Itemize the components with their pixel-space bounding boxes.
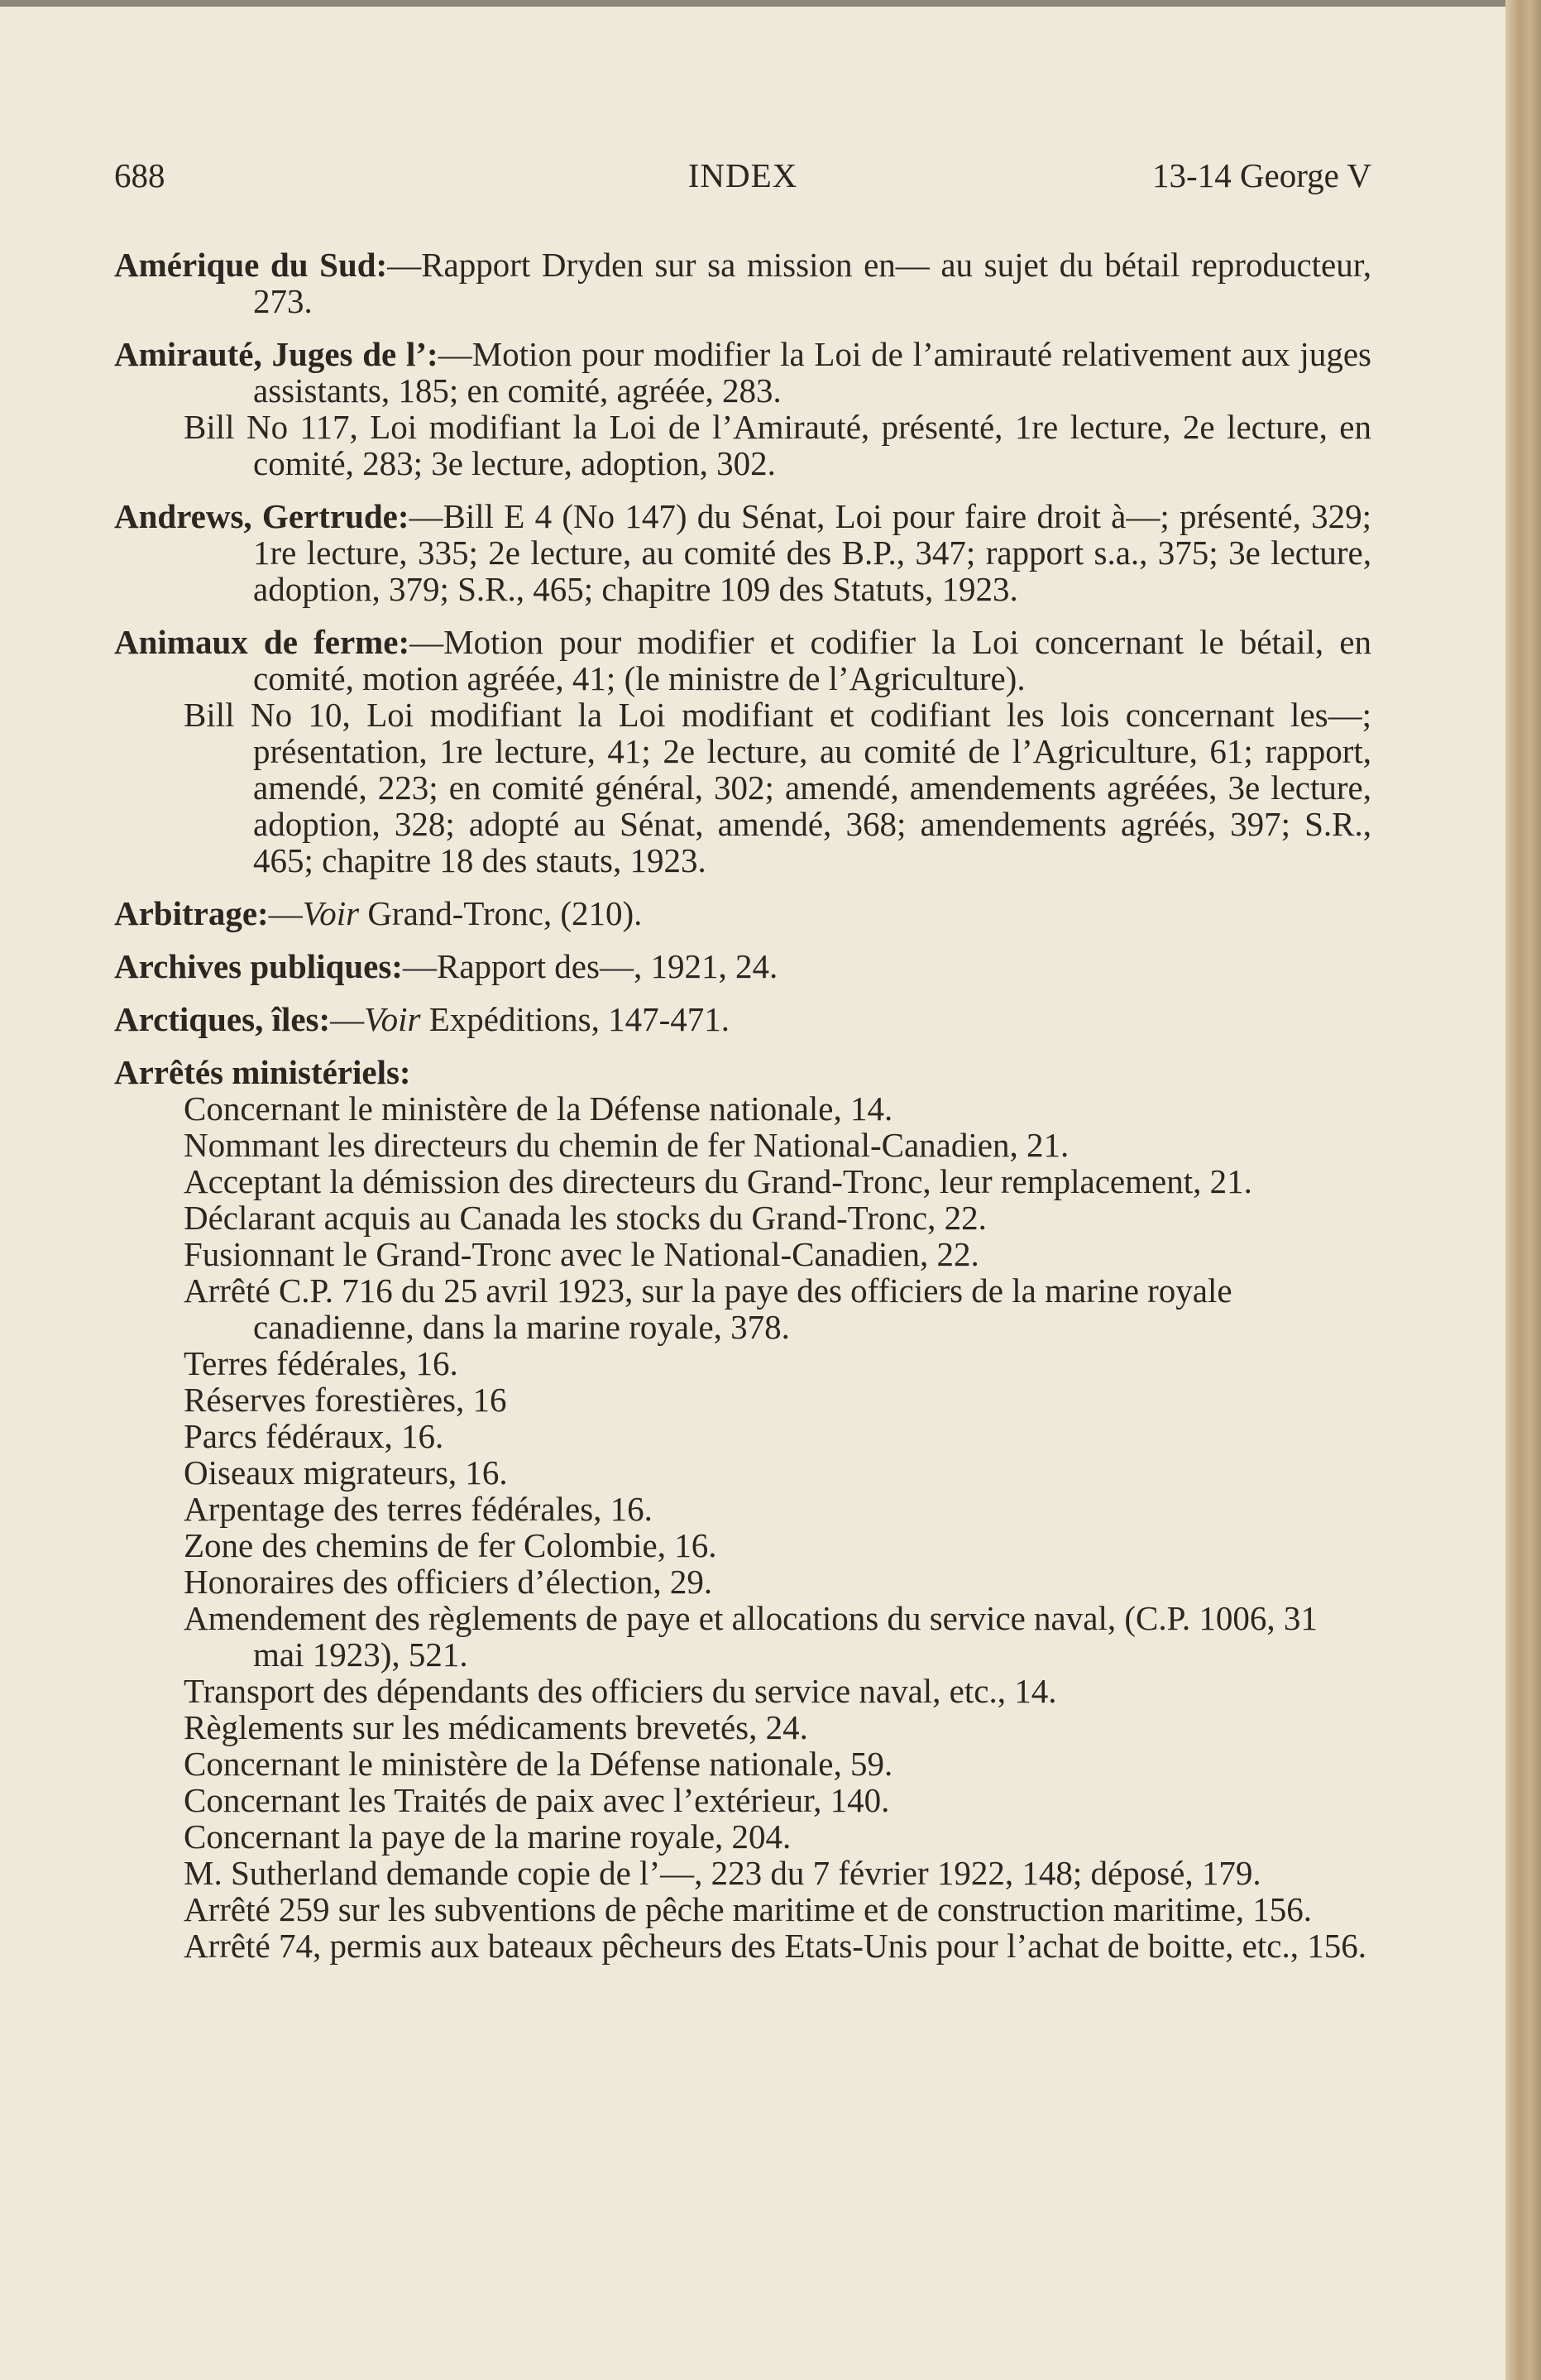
entry-head: Andrews, Gertrude:	[114, 497, 409, 535]
list-item: Acceptant la démission des directeurs du Grand-Tronc, leur remplacement, 21.	[184, 1162, 1252, 1200]
list-item: Fusionnant le Grand-Tronc avec le National-Canadien, 22.	[184, 1235, 979, 1273]
entry-text: —Rapport Dryden sur sa mission en— au sujet du bétail reproducteur, 273.	[253, 246, 1371, 320]
index-entry	[114, 948, 1371, 984]
entry-text: —Motion pour modifier et codifier la Loi concernant le bétail, en comité, motion agréée, 41; (le ministre de l’Agriculture).	[253, 623, 1372, 697]
header-session: 13-14 George V	[1152, 156, 1371, 194]
index-subentry: Bill No 10, Loi modifiant la Loi modifiant et codifiant les lois concernant les—; présentation, 1re lecture, 41; 2e lecture, au comité de l’Agriculture, 61; rapport, amendé, 223; en comité général, 302; amendé, amendements agréées, 3e lecture, adoption, 328; adopté au Sénat, amendé, 368; amendements agréés, 397; S.R., 465; chapitre 18 des stauts, 1923.	[184, 696, 1371, 879]
index-subentry: Bill No 117, Loi modifiant la Loi de l’Amirauté, présenté, 1re lecture, 2e lecture, en comité, 283; 3e lecture, adoption, 302.	[184, 408, 1371, 482]
list-item: Arpentage des terres fédérales, 16.	[184, 1490, 653, 1528]
index-entry	[114, 1001, 1371, 1037]
list-item: Arrêté 259 sur les subventions de pêche maritime et de construction maritime, 156.	[184, 1890, 1313, 1928]
index-entry	[114, 624, 1371, 697]
entry-text: —	[330, 1000, 365, 1038]
list-item: Zone des chemins de fer Colombie, 16.	[184, 1526, 717, 1564]
entry-head: Amirauté, Juges de l’:	[114, 335, 438, 373]
top-border	[0, 0, 1505, 7]
entry-text: —Rapport des—, 1921, 24.	[402, 947, 778, 985]
list-item: Amendement des règlements de paye et allocations du service naval, (C.P. 1006, 31 mai 1923), 521.	[184, 1599, 1318, 1674]
page-number: 688	[114, 156, 165, 194]
list-item: Parcs fédéraux, 16.	[184, 1417, 444, 1455]
list-item: Règlements sur les médicaments brevetés, 24.	[184, 1708, 808, 1746]
header-title: INDEX	[687, 156, 798, 194]
page-edge	[1505, 0, 1541, 2380]
voir-reference: Voir	[364, 1000, 421, 1038]
entry-head: Amérique du Sud:	[114, 246, 388, 284]
list-item: Transport des dépendants des officiers du service naval, etc., 14.	[184, 1672, 1057, 1710]
entry-text: —Motion pour modifier la Loi de l’amirauté relativement aux juges assistants, 185; en comité, agréée, 283.	[253, 335, 1371, 409]
list-item: Concernant le ministère de la Défense nationale, 14.	[184, 1089, 893, 1128]
entry-text-after: Grand-Tronc, (210).	[359, 894, 643, 932]
list-item: Concernant la paye de la marine royale, 204.	[184, 1817, 792, 1856]
index-entry	[114, 498, 1371, 607]
entry-head: Animaux de ferme:	[114, 623, 410, 661]
list-item: Arrêté 74, permis aux bateaux pêcheurs des Etats-Unis pour l’achat de boitte, etc., 156.	[184, 1927, 1366, 1965]
index-content	[114, 247, 1371, 1964]
index-entry	[114, 247, 1371, 319]
index-entry	[114, 895, 1371, 931]
entry-text-after: Expéditions, 147-471.	[420, 1000, 730, 1038]
voir-reference: Voir	[302, 894, 360, 932]
index-entry	[114, 336, 1371, 409]
list-item: Terres fédérales, 16.	[184, 1344, 458, 1382]
list-item: Concernant le ministère de la Défense nationale, 59.	[184, 1745, 893, 1783]
list-item: Concernant les Traités de paix avec l’extérieur, 140.	[184, 1781, 890, 1819]
list-item: Oiseaux migrateurs, 16.	[184, 1453, 508, 1492]
list-item: Arrêté C.P. 716 du 25 avril 1923, sur la paye des officiers de la marine royale canadienne, dans la marine royale, 378.	[184, 1271, 1232, 1346]
entry-head: Archives publiques:	[114, 947, 403, 985]
list-item: M. Sutherland demande copie de l’—, 223 du 7 février 1922, 148; déposé, 179.	[184, 1854, 1261, 1892]
running-header	[114, 156, 1371, 205]
entry-text: —	[268, 894, 303, 932]
list-item: Honoraires des officiers d’élection, 29.	[184, 1563, 713, 1601]
entry-head: Arctiques, îles:	[114, 1000, 331, 1038]
list-item: Réserves forestières, 16	[184, 1381, 507, 1419]
arretes-heading: Arrêtés ministériels:	[114, 1053, 411, 1091]
entry-text: —Bill E 4 (No 147) du Sénat, Loi pour faire droit à—; présenté, 329; 1re lecture, 335; 2e lecture, au comité des B.P., 347; rapport s.a., 375; 3e lecture, adoption, 379; S.R., 465; chapitre 109 des Statuts, 1923.	[253, 497, 1371, 608]
entry-head: Arbitrage:	[114, 894, 269, 932]
list-item: Déclarant acquis au Canada les stocks du Grand-Tronc, 22.	[184, 1199, 987, 1237]
list-item: Nommant les directeurs du chemin de fer National-Canadien, 21.	[184, 1126, 1070, 1164]
